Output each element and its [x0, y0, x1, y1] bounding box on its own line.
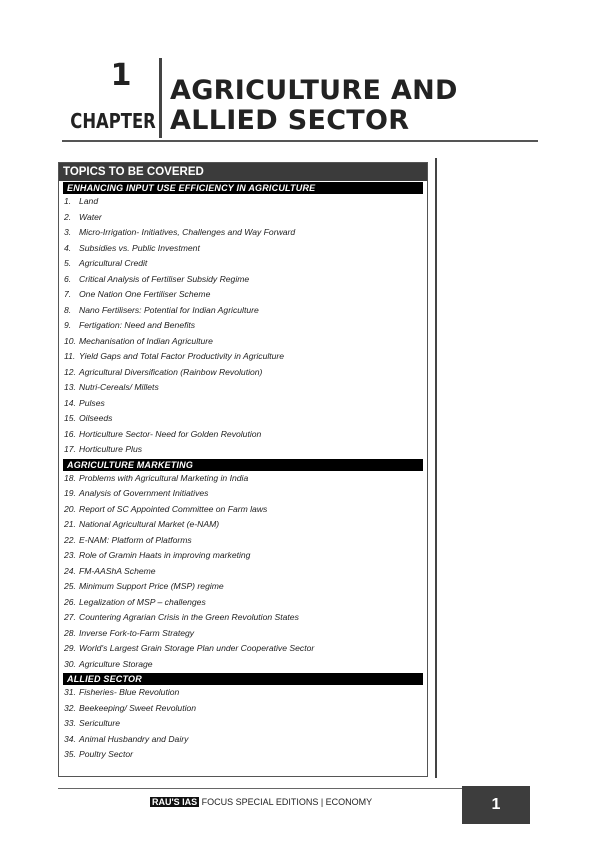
topic-number: 14.: [64, 397, 76, 408]
topics-box: [58, 162, 428, 777]
section-heading: AGRICULTURE MARKETING: [63, 459, 423, 471]
topic-number: 30.: [64, 658, 76, 669]
topic-number: 21.: [64, 519, 76, 529]
topic-text: Fisheries- Blue Revolution: [79, 687, 180, 697]
topic-number: 13.: [64, 382, 76, 392]
footer-text: [150, 796, 372, 808]
topic-item: [59, 716, 427, 732]
topic-text: Problems with Agricultural Marketing in India: [79, 472, 249, 483]
topic-text: E-NAM: Platform of Platforms: [79, 534, 192, 545]
topic-number: 5.: [64, 258, 72, 268]
topic-text: Horticulture Plus: [79, 444, 143, 454]
topic-number: 16.: [64, 428, 76, 439]
topic-item: [59, 210, 427, 226]
topic-number: 12.: [64, 366, 76, 377]
topic-item: [59, 272, 427, 288]
topic-item: [59, 579, 427, 595]
topic-text: Micro-Irrigation- Initiatives, Challenges and Way Forward: [79, 227, 296, 237]
topic-number: 8.: [64, 304, 72, 315]
topic-text: Minimum Support Price (MSP) regime: [79, 581, 224, 591]
topic-text: World's Largest Grain Storage Plan under Cooperative Sector: [79, 643, 315, 653]
topic-item: [59, 471, 427, 487]
topic-item: [59, 685, 427, 701]
topic-text: Yield Gaps and Total Factor Productivity in Agriculture: [79, 351, 285, 361]
topic-number: 10.: [64, 335, 76, 346]
topic-text: Nutri-Cereals/ Millets: [79, 382, 159, 392]
topic-item: [59, 486, 427, 502]
topic-item: [59, 396, 427, 412]
topic-number: 3.: [64, 227, 72, 237]
topic-item: [59, 641, 427, 657]
topic-number: 11.: [64, 351, 76, 361]
topic-number: 25.: [64, 581, 76, 591]
topic-number: 22.: [64, 534, 76, 545]
topic-item: [59, 411, 427, 427]
topic-text: Land: [79, 196, 99, 206]
topic-item: [59, 427, 427, 443]
topic-item: [59, 548, 427, 564]
topic-number: 23.: [64, 550, 76, 560]
topic-item: [59, 318, 427, 334]
topic-number: 18.: [64, 472, 76, 483]
topic-item: [59, 241, 427, 257]
topic-item: [59, 564, 427, 580]
topic-item: [59, 595, 427, 611]
topic-number: 1.: [64, 196, 72, 206]
topic-text: Agricultural Credit: [79, 258, 148, 268]
section-heading: ALLIED SECTOR: [63, 673, 423, 685]
topic-number: 6.: [64, 273, 72, 284]
topic-text: Pulses: [79, 397, 105, 408]
topic-item: [59, 502, 427, 518]
topic-item: [59, 610, 427, 626]
topic-item: [59, 442, 427, 458]
topic-item: [59, 732, 427, 748]
topic-item: [59, 380, 427, 396]
topic-text: Critical Analysis of Fertiliser Subsidy Regime: [79, 273, 250, 284]
topic-number: 20.: [64, 503, 76, 514]
chapter-label: CHAPTER: [70, 109, 156, 133]
topic-item: [59, 701, 427, 717]
page-number: 1: [462, 786, 530, 824]
topic-text: Fertigation: Need and Benefits: [79, 320, 196, 330]
topic-item: [59, 747, 427, 763]
topic-number: 7.: [64, 289, 72, 299]
topic-number: 4.: [64, 242, 72, 253]
topic-text: Oilseeds: [79, 413, 113, 423]
topic-item: [59, 533, 427, 549]
topic-number: 17.: [64, 444, 76, 454]
chapter-title: [170, 76, 458, 136]
topic-item: [59, 349, 427, 365]
topic-text: FM-AAShA Scheme: [79, 565, 156, 576]
topic-number: 34.: [64, 733, 76, 744]
topics-list: [59, 182, 427, 763]
topic-number: 9.: [64, 320, 72, 330]
topic-number: 24.: [64, 565, 76, 576]
topic-text: Agricultural Diversification (Rainbow Revolution): [79, 366, 263, 377]
chapter-title-line-1: AGRICULTURE AND: [170, 75, 458, 106]
topic-number: 29.: [64, 643, 76, 653]
footer-rule: [58, 788, 528, 789]
topic-text: Subsidies vs. Public Investment: [79, 242, 200, 253]
topic-item: [59, 365, 427, 381]
topic-text: Analysis of Government Initiatives: [79, 488, 209, 498]
topic-item: [59, 287, 427, 303]
topics-box-side-rule: [435, 158, 437, 778]
topic-text: Mechanisation of Indian Agriculture: [79, 335, 213, 346]
topic-text: Agriculture Storage: [79, 658, 153, 669]
topic-number: 31.: [64, 687, 76, 697]
topic-item: [59, 517, 427, 533]
topic-number: 26.: [64, 596, 76, 607]
topic-item: [59, 256, 427, 272]
topic-text: Sericulture: [79, 718, 121, 728]
topic-text: Countering Agrarian Crisis in the Green Revolution States: [79, 612, 299, 622]
topic-text: Water: [79, 211, 102, 222]
topic-text: Beekeeping/ Sweet Revolution: [79, 702, 197, 713]
topic-text: Role of Gramin Haats in improving marketing: [79, 550, 251, 560]
topic-item: [59, 225, 427, 241]
topic-item: [59, 657, 427, 673]
topic-number: 28.: [64, 627, 76, 638]
topic-item: [59, 194, 427, 210]
topic-text: One Nation One Fertiliser Scheme: [79, 289, 211, 299]
topic-number: 33.: [64, 718, 76, 728]
topics-heading: TOPICS TO BE COVERED: [59, 163, 427, 181]
topic-number: 2.: [64, 211, 72, 222]
topic-number: 15.: [64, 413, 76, 423]
topic-item: [59, 303, 427, 319]
header-divider-horizontal: [62, 140, 538, 142]
topic-item: [59, 626, 427, 642]
topic-number: 19.: [64, 488, 76, 498]
topic-text: Inverse Fork-to-Farm Strategy: [79, 627, 195, 638]
topic-number: 27.: [64, 612, 76, 622]
topic-text: Report of SC Appointed Committee on Farm laws: [79, 503, 268, 514]
section-heading: ENHANCING INPUT USE EFFICIENCY IN AGRICULTURE: [63, 182, 423, 194]
chapter-number: 1: [110, 58, 132, 93]
header-divider-vertical: [159, 58, 162, 138]
footer-brand: RAU'S IAS: [152, 797, 198, 807]
topic-item: [59, 334, 427, 350]
topic-text: National Agricultural Market (e-NAM): [79, 519, 220, 529]
topic-number: 35.: [64, 749, 76, 759]
topic-number: 32.: [64, 702, 76, 713]
topic-text: Poultry Sector: [79, 749, 133, 759]
topic-text: Horticulture Sector- Need for Golden Revolution: [79, 428, 262, 439]
topic-text: Animal Husbandry and Dairy: [79, 733, 189, 744]
topic-text: Nano Fertilisers: Potential for Indian Agriculture: [79, 304, 259, 315]
footer-edition: FOCUS SPECIAL EDITIONS | ECONOMY: [199, 797, 373, 807]
chapter-title-line-2: ALLIED SECTOR: [170, 105, 410, 136]
topic-text: Legalization of MSP – challenges: [79, 596, 206, 607]
